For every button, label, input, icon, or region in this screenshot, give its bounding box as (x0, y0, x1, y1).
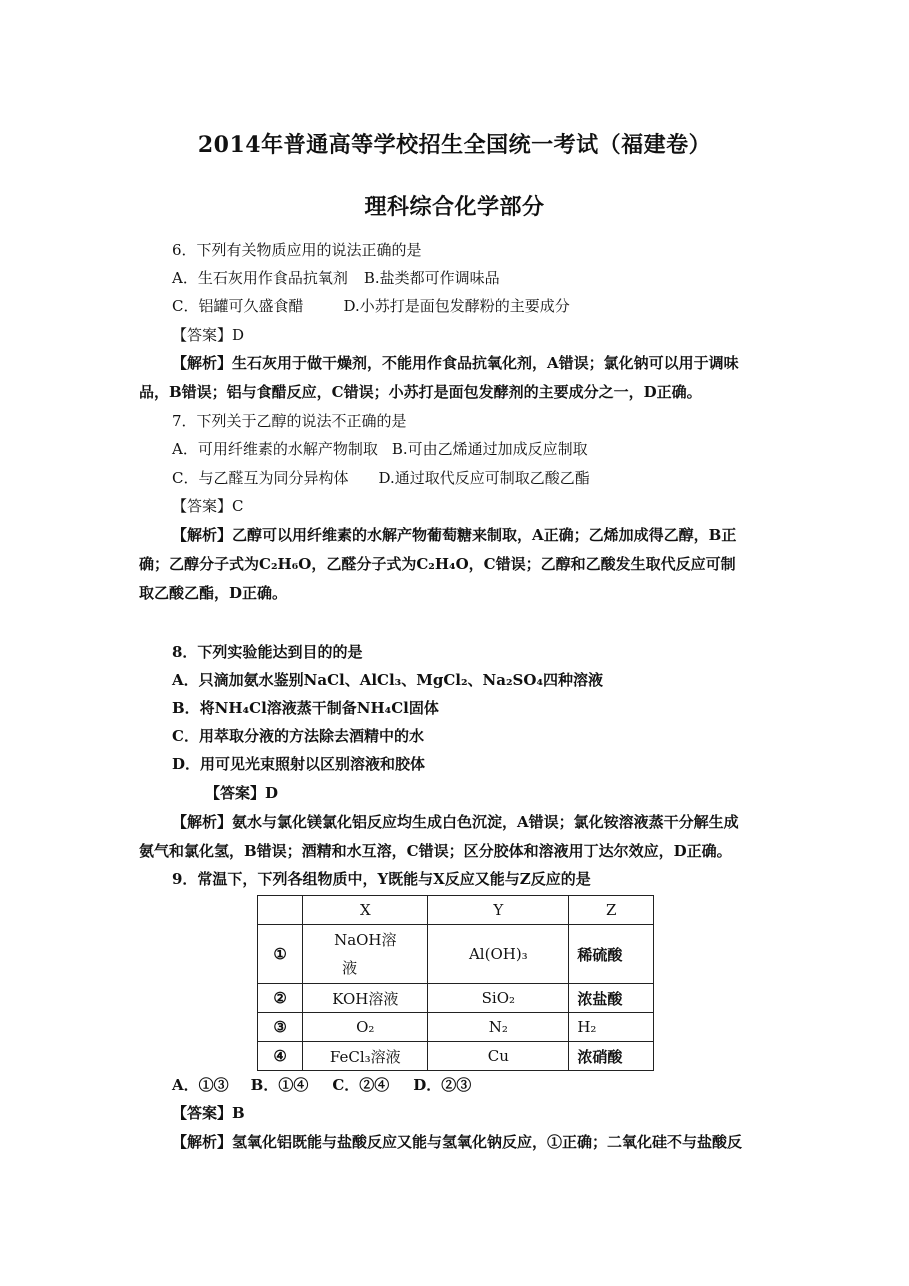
q7-option-a: A．可用纤维素的水解产物制取 (172, 440, 378, 458)
table-cell: H₂ (569, 1013, 654, 1042)
q8-analysis-line1: 【解析】氨水与氯化镁氯化铝反应均生成白色沉淀，A错误；氯化铵溶液蒸干分解生成 (172, 813, 739, 831)
q7-analysis-line3: 取乙酸乙酯，D正确。 (139, 584, 288, 602)
table-cell: 浓硝酸 (569, 1042, 654, 1071)
table-cell: KOH溶液 (303, 984, 428, 1013)
table-cell: FeCl₃溶液 (303, 1042, 428, 1071)
q6-option-b: B.盐类都可作调味品 (363, 269, 500, 287)
table-cell: ② (258, 984, 303, 1013)
q6-analysis-line2: 品，B错误；铝与食醋反应，C错误；小苏打是面包发酵剂的主要成分之一，D正确。 (139, 383, 702, 401)
q6-options-cd (172, 296, 570, 316)
q9-answer: 【答案】B (172, 1104, 245, 1122)
document-subtitle: 理科综合化学部分 (364, 194, 545, 220)
q9-option-c: C．②④ (332, 1076, 390, 1094)
q8-analysis-line2: 氨气和氯化氢，B错误；酒精和水互溶，C错误；区分胶体和溶液用丁达尔效应，D正确。 (139, 842, 732, 860)
table-cell: 稀硫酸 (569, 925, 654, 984)
table-cell: N₂ (428, 1013, 569, 1042)
table-cell: ③ (258, 1013, 303, 1042)
table-cell: Cu (428, 1042, 569, 1071)
q8-option-a: A．只滴加氨水鉴别NaCl、AlCl₃、MgCl₂、Na₂SO₄四种溶液 (172, 671, 604, 689)
q7-options-cd (172, 468, 590, 488)
table-row (258, 1013, 654, 1042)
q8-option-b: B．将NH₄Cl溶液蒸干制备NH₄Cl固体 (172, 699, 439, 717)
q9-options (172, 1075, 471, 1095)
q7-analysis-line1: 【解析】乙醇可以用纤维素的水解产物葡萄糖来制取，A正确；乙烯加成得乙醇，B正 (172, 526, 737, 544)
q6-options-ab (172, 268, 500, 288)
q7-option-d: D.通过取代反应可制取乙酸乙酯 (378, 469, 590, 487)
table-cell: Al(OH)₃ (428, 925, 569, 984)
table-cell: 浓盐酸 (569, 984, 654, 1013)
q9-option-a: A．①③ (172, 1076, 229, 1094)
table-cell: SiO₂ (428, 984, 569, 1013)
q9-analysis-line1: 【解析】氢氧化铝既能与盐酸反应又能与氢氧化钠反应，①正确；二氧化硅不与盐酸反 (172, 1133, 743, 1151)
table-cell-text: NaOH溶 (334, 931, 397, 949)
table-header-row (258, 896, 654, 925)
q8-stem: 8．下列实验能达到目的的是 (172, 643, 363, 661)
table-header-cell: Y (428, 896, 569, 925)
q8-option-c: C．用萃取分液的方法除去酒精中的水 (172, 727, 424, 745)
q7-options-ab (172, 439, 588, 459)
q7-option-c: C．与乙醛互为同分异构体 (172, 469, 349, 487)
table-cell-text: 液 (342, 959, 358, 977)
q6-stem: 6．下列有关物质应用的说法正确的是 (172, 241, 422, 259)
table-row (258, 925, 654, 984)
table-cell: ① (258, 925, 303, 984)
q6-option-a: A．生石灰用作食品抗氧剂 (172, 269, 348, 287)
q7-analysis-line2: 确；乙醇分子式为C₂H₆O，乙醛分子式为C₂H₄O，C错误；乙醇和乙酸发生取代反应可制 (139, 555, 736, 573)
table-header-cell: Z (569, 896, 654, 925)
table-cell (303, 925, 428, 984)
document-title: 2014年普通高等学校招生全国统一考试（福建卷） (197, 132, 712, 158)
q6-option-c: C．铝罐可久盛食醋 (172, 297, 304, 315)
q9-option-d: D．②③ (413, 1076, 472, 1094)
q8-answer: 【答案】D (205, 784, 279, 802)
q6-answer: 【答案】D (172, 326, 245, 344)
q7-option-b: B.可由乙烯通过加成反应制取 (391, 440, 588, 458)
q7-answer: 【答案】C (172, 497, 244, 515)
table-cell: O₂ (303, 1013, 428, 1042)
q7-stem: 7．下列关于乙醇的说法不正确的是 (172, 412, 407, 430)
q9-option-b: B．①④ (250, 1076, 309, 1094)
q6-option-d: D.小苏打是面包发酵粉的主要成分 (343, 297, 570, 315)
q9-table (257, 895, 654, 1071)
q8-option-d: D．用可见光束照射以区别溶液和胶体 (172, 755, 426, 773)
table-row (258, 984, 654, 1013)
table-header-cell (258, 896, 303, 925)
q9-stem: 9．常温下，下列各组物质中，Y既能与X反应又能与Z反应的是 (172, 870, 591, 888)
table-header-cell: X (303, 896, 428, 925)
table-row (258, 1042, 654, 1071)
q6-analysis-line1: 【解析】生石灰用于做干燥剂，不能用作食品抗氧化剂，A错误；氯化钠可以用于调味 (172, 354, 739, 372)
table-cell: ④ (258, 1042, 303, 1071)
